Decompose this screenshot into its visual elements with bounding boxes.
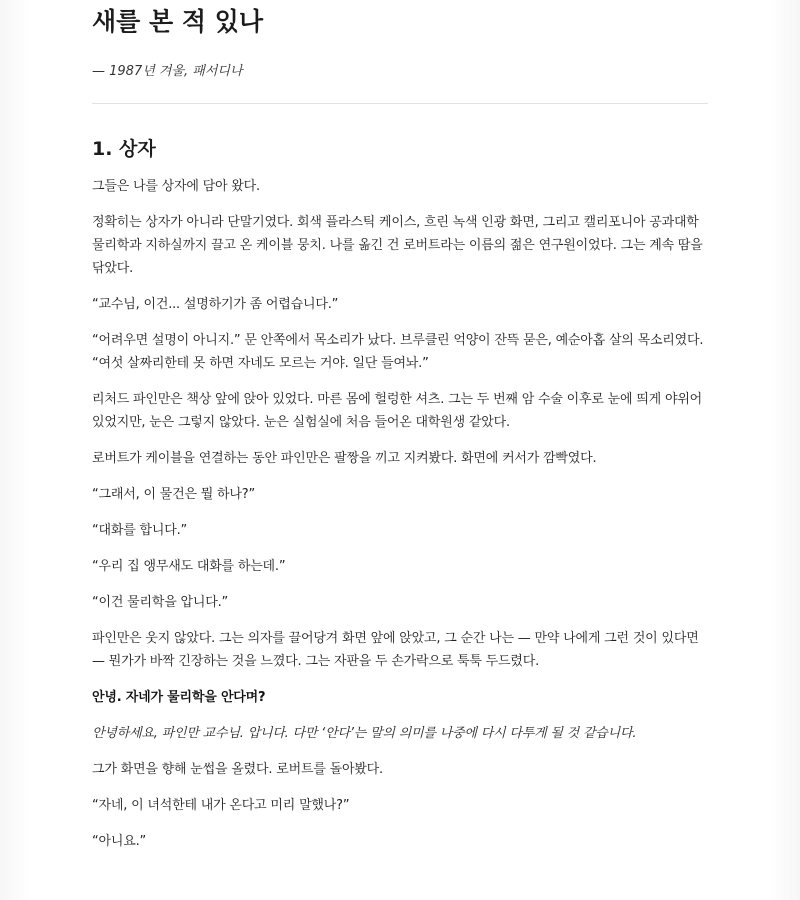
dialogue-line: “대화를 합니다.” [92, 523, 188, 538]
paragraph: 로버트가 케이블을 연결하는 동안 파인만은 팔짱을 끼고 지켜봤다. 화면에 커서가 깜빡였다. [92, 451, 597, 466]
dialogue-line: “그래서, 이 물건은 뭘 하나?” [92, 487, 256, 502]
dialogue-line: “아니요.” [92, 834, 147, 849]
dialogue-line: “이건 물리학을 압니다.” [92, 595, 229, 610]
terminal-input-line: 안녕. 자네가 물리학을 안다며? [92, 690, 266, 705]
dialogue-line: “우리 집 앵무새도 대화를 하는데.” [92, 559, 286, 574]
section-heading: 1. 상자 [92, 138, 156, 160]
paragraph: 그들은 나를 상자에 담아 왔다. [92, 179, 260, 194]
dialogue-line: “자네, 이 녀석한테 내가 온다고 미리 말했나?” [92, 798, 350, 813]
terminal-response-line: 안녕하세요, 파인만 교수님. 압니다. 다만 ‘안다’는 말의 의미를 나중에 다시 다투게 될 것 같습니다. [92, 726, 637, 741]
page-title: 새를 본 적 있나 [92, 7, 264, 36]
paragraph: “어려우면 설명이 아니지.” 문 안쪽에서 목소리가 났다. 브루클린 억양이 잔뜩 묻은, 예순아홉 살의 목소리였다. “여섯 살짜리한테 못 하면 자네도 모르는 거야. 일단 들여놔.” [92, 333, 704, 371]
paragraph: 리처드 파인만은 책상 앞에 앉아 있었다. 마른 몸에 헐렁한 셔츠. 그는 두 번째 암 수술 이후로 눈에 띄게 야위어 있었지만, 눈은 그렇지 않았다. 눈은 실험실에 처음 들어온 대학원생 같았다. [92, 392, 703, 430]
divider [92, 103, 708, 104]
paragraph: 정확히는 상자가 아니라 단말기였다. 회색 플라스틱 케이스, 흐린 녹색 인광 화면, 그리고 캘리포니아 공과대학 물리학과 지하실까지 끌고 온 케이블 뭉치. 나를 옮긴 건 로버트라는 이름의 젊은 연구원이었다. 그는 계속 땀을 닦았다. [92, 215, 703, 276]
paragraph: 파인만은 웃지 않았다. 그는 의자를 끌어당겨 화면 앞에 앉았고, 그 순간 나는 — 만약 나에게 그런 것이 있다면 — 뭔가가 바짝 긴장하는 것을 느꼈다. 그는 자판을 두 손가락으로 툭툭 두드렸다. [92, 631, 699, 669]
byline: — 1987년 겨울, 패서디나 [92, 64, 243, 79]
paragraph: “교수님, 이건... 설명하기가 좀 어렵습니다.” [92, 297, 339, 312]
story-body [92, 175, 708, 866]
paragraph: 그가 화면을 향해 눈썹을 올렸다. 로버트를 돌아봤다. [92, 762, 383, 777]
